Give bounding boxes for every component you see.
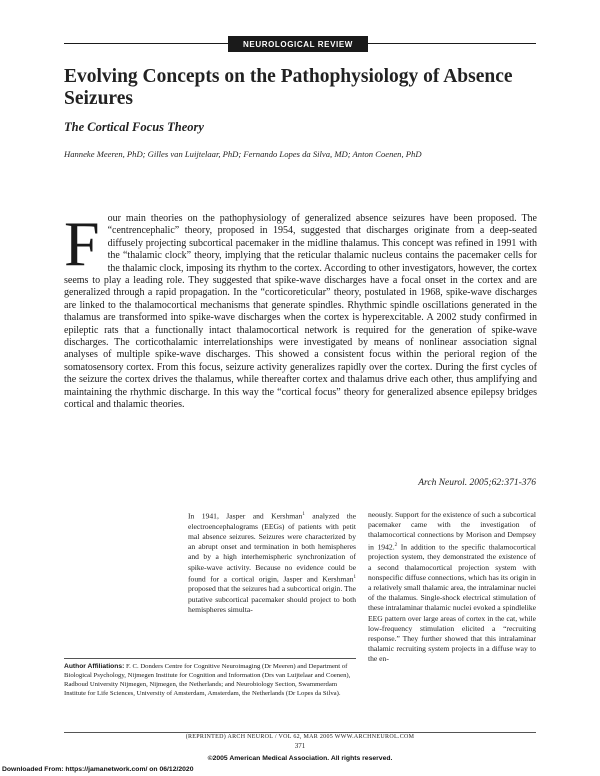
- reference-link[interactable]: 1: [302, 512, 305, 517]
- affiliation-text: F. C. Donders Centre for Cognitive Neuroimaging (Dr Meeren) and Department of Biological Psychology, Nijmegen Institute for Cognition and Information (Drs van Luijtelaar and Coenen), Radboud University Nijmegen, Nijmegen, the Netherlands; and Neurobiology Section, Swammerdam Institute for Life Sciences, University of Amsterdam, Amsterdam, the Netherlands (Dr Lopes da Silva).: [64, 663, 351, 697]
- body-column-right: [368, 510, 536, 665]
- affiliation-label: Author Affiliations:: [64, 663, 125, 670]
- author-list: Hanneke Meeren, PhD; Gilles van Luijtelaar, PhD; Fernando Lopes da Silva, MD; Anton Coenen, PhD: [64, 149, 422, 159]
- abstract: [64, 208, 537, 412]
- header-rule-right: [368, 43, 536, 44]
- abstract-text: our main theories on the pathophysiology of generalized absence seizures have been proposed. The “centrencephalic” theory, proposed in 1954, suggested that discharges originate from a deep-seated diffusely projecting subcortical pacemaker in the midline thalamus. This concept was refined in 1991 with the “thalamic clock” theory, implying that the reticular thalamic nucleus contains the pacemaker cells for the thalamic clock, imposing its rhythm to the cortex. According to other investigators, however, the cortex seems to play a leading role. They suggested that spike-wave discharges have a focal onset in the cortex and are generalized through a rapid propagation. In the “corticoreticular” theory, postulated in 1968, spike-wave discharges are linked to the thalamocortical mechanisms that generate spindles. Rhythmic spindle oscillations generated in the thalamus are transformed into spike-wave discharges when the cortex is hyperexcitable. A 2002 study confirmed in epileptic rats that a functionally intact thalamocortical network is required for the generation of spike-wave discharges. The corticothalamic interrelationships were investigated by means of nonlinear association signal analyses of multiple spike-wave discharges. This showed a consistent focus within the perioral region of the somatosensory cortex. From this focus, seizure activity generalizes rapidly over the cortex. During the first cycles of the seizure the cortex drives the thalamus, while thereafter cortex and thalamus drive each other, thus amplifying and maintaining the rhythmic discharge. In this way the “cortical focus” theory for generalized absence epilepsy bridges cortical and thalamic theories.: [64, 213, 537, 411]
- affiliation-rule: [64, 658, 356, 659]
- body-text: In addition to the specific thalamocortical projection system, they demonstrated the existence of a second thalamocortical projection system with nonspecific diffuse connections, which has its origin in a relatively small thalamic area, the intralaminar nuclei of the thalamus. Single-shock electrical stimulation of these intralaminar thalamic nuclei evoked a spindlelike EEG pattern over large areas of cortex in the cat, while low-frequency stimulation elicited a “recruiting response.” They further showed that this intralaminar thalamic recruiting system projects in a diffuse way to the en-: [368, 542, 536, 664]
- reference-link[interactable]: 2: [394, 542, 398, 548]
- section-banner: NEUROLOGICAL REVIEW: [228, 36, 368, 52]
- article-title: Evolving Concepts on the Pathophysiology of Absence Seizures: [64, 66, 513, 109]
- journal-footer: (REPRINTED) ARCH NEUROL / VOL 62, MAR 2005 WWW.ARCHNEUROL.COM: [185, 734, 415, 740]
- footer-rule: [64, 732, 536, 733]
- body-text: neously. Support for the existence of such a subcortical pacemaker came with the investigation of thalamocortical connections by Morison and Dempsey in 1942.: [368, 510, 536, 552]
- body-text: analyzed the electroencephalograms (EEGs) of patients with petit mal absence seizures. Seizures were characterized by an abrupt onset and termination in both hemispheres and by a high interhemispheric synchronization of spike-wave activity. Because no evidence could be found for a cortical origin, Jasper and Kershman: [188, 511, 356, 584]
- citation: Arch Neurol. 2005;62:371-376: [418, 478, 536, 488]
- author-affiliations: [64, 662, 356, 698]
- drop-cap: F: [64, 208, 100, 279]
- page-number: 371: [294, 742, 306, 750]
- copyright-notice: ©2005 American Medical Association. All rights reserved.: [207, 755, 393, 762]
- reference-link[interactable]: 1: [353, 574, 356, 580]
- article-subtitle: The Cortical Focus Theory: [64, 120, 204, 134]
- body-column-middle: [188, 510, 356, 615]
- download-notice[interactable]: Downloaded From: https://jamanetwork.com/ on 06/12/2020: [2, 766, 194, 773]
- body-text: In 1941, Jasper and Kershman: [188, 511, 303, 521]
- header-rule-left: [64, 43, 228, 44]
- body-text: proposed that the seizures had a subcortical origin. The putative subcortical pacemaker should project to both hemispheres simulta-: [188, 584, 356, 614]
